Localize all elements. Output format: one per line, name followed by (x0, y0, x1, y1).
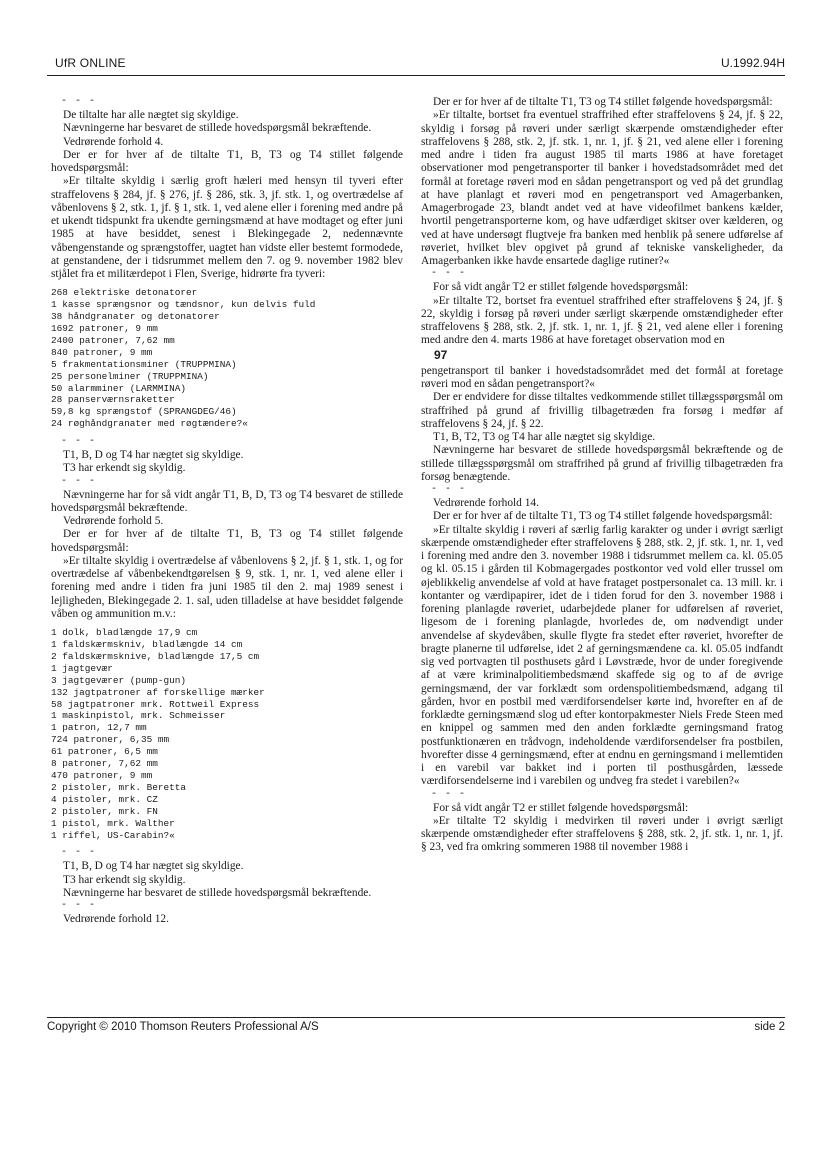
list-item: 2 faldskærmsknive, bladlængde 17,5 cm (51, 650, 260, 662)
list-item: 1 faldskærmskniv, bladlængde 14 cm (51, 639, 243, 651)
list-item: 2400 patroner, 7,62 mm (51, 334, 175, 346)
list-item: 724 patroner, 6,35 mm (51, 734, 170, 746)
list-item: 25 personelminer (TRUPPMINA) (51, 370, 209, 382)
list-item: 268 elektriske detonatorer (51, 287, 198, 299)
item-list-stolen (51, 287, 403, 430)
paragraph: For så vidt angår T2 er stillet følgende hovedspørgsmål: (433, 801, 689, 814)
paragraph: Nævningerne har for så vidt angår T1, B, D, T3 og T4 besvaret de stillede hovedspørgsmål bekræftende. (51, 488, 403, 514)
page-header (47, 56, 785, 72)
separator: - - - (61, 900, 97, 912)
list-item: 59,8 kg sprængstof (SPRANGDEG/46) (51, 406, 237, 418)
paragraph: Nævningerne har besvaret de stillede hovedspørgsmål bekræftende. (63, 886, 372, 899)
separator: - - - (61, 436, 97, 448)
list-item: 1 riffel, US-Carabin?« (51, 829, 175, 841)
list-item: 1 pistol, mrk. Walther (51, 817, 175, 829)
paragraph: T1, B, D og T4 har nægtet sig skyldige. (63, 860, 244, 873)
list-item: 2 pistoler, mrk. FN (51, 805, 158, 817)
list-item: 132 jagtpatroner af forskellige mærker (51, 686, 265, 698)
paragraph: T1, B, D og T4 har nægtet sig skyldige. (63, 449, 244, 462)
left-column (51, 96, 403, 926)
list-item: 1 kasse sprængsnor og tændsnor, kun delvis fuld (51, 299, 316, 311)
paragraph: T3 har erkendt sig skyldig. (63, 873, 186, 886)
list-item: 28 panserværnsraketter (51, 394, 175, 406)
list-item: 470 patroner, 9 mm (51, 770, 153, 781)
page-number-marker: 97 (434, 347, 448, 362)
paragraph: Der er for hver af de tiltalte T1, T3 og T4 stillet følgende hovedspørgsmål: (433, 96, 773, 108)
paragraph: Der er for hver af de tiltalte T1, B, T3 og T4 stillet følgende hovedspørgsmål: (51, 528, 403, 554)
list-item: 8 patroner, 7,62 mm (51, 758, 158, 770)
page-indicator: side 2 (754, 1021, 785, 1033)
question-text: »Er tiltalte T2 skyldig i medvirken til røveri under i øvrigt særligt skærpende omstændigheder efter straffelovens § 288, stk. 2, jf. stk. 1, nr. 1, jf. § 23, ved fra omkring sommeren 1988 til november 1988 i (421, 814, 783, 854)
list-item: 61 patroner, 6,5 mm (51, 746, 158, 758)
question-text: pengetransport til banker i hovedstadsområdet med det formål at foretage røveri mod en sådan pengetransport?« (421, 364, 783, 390)
question-text: »Er tiltalte T2, bortset fra eventuel straffrihed efter straffelovens § 24, jf. § 22, skyldig i forsøg på røveri under særligt skærpende omstændigheder efter straffelovens § 288, stk. 2, jf. stk. 1, nr. 1, jf. § 21, ved alene eller i forening med andre den 4. marts 1986 at have foretaget observation mod en (421, 294, 783, 347)
paragraph: Der er endvidere for disse tiltaltes vedkommende stillet tillægsspørgsmål om straffrihed på grund af frivillig tilbagetræden fra forsøg i medfør af straffelovens § 24, jf. § 22. (421, 391, 783, 430)
paragraph: T1, B, T2, T3 og T4 har alle nægtet sig skyldige. (433, 431, 656, 443)
footer-divider (47, 1017, 785, 1018)
paragraph: Der er for hver af de tiltalte T1, B, T3 og T4 stillet følgende hovedspørgsmål: (51, 148, 403, 174)
list-item: 1 maskinpistol, mrk. Schmeisser (51, 710, 226, 722)
separator: - - - (431, 268, 467, 280)
paragraph: De tiltalte har alle nægtet sig skyldige. (63, 109, 239, 121)
paragraph: Der er for hver af de tiltalte T1, T3 og T4 stillet følgende hovedspørgsmål: (433, 510, 773, 523)
list-item: 1 dolk, bladlængde 17,9 cm (51, 627, 198, 639)
list-item: 1 jagtgevær (51, 662, 113, 674)
section-heading: Vedrørende forhold 5. (63, 515, 164, 528)
document-reference: U.1992.94H (720, 56, 785, 70)
list-item: 840 patroner, 9 mm (51, 346, 153, 358)
section-heading: Vedrørende forhold 14. (433, 497, 539, 509)
separator: - - - (61, 847, 97, 859)
list-item: 2 pistoler, mrk. Beretta (51, 781, 187, 793)
paragraph: T3 har erkendt sig skyldig. (63, 462, 186, 475)
question-text: »Er tiltalte skyldig i røveri af særlig farlig karakter og under i øvrigt særligt skærpende omstændigheder efter straffelovens § 288, stk. 2, jf. stk. 1, nr. 1, ved i forening med andre den 3. november 1988 i tidsrummet mellem ca. kl. 05.05 og kl. 05.15 i gården til Kobmagergades postkontor ved vold eller trussel om øjeblikkelig anvendelse af vold at have frataget postpersonalet ca. 13 mill. kr. i kontanter og værdipapirer, idet de i tiden forud for den 3. november 1988 i forening planlagde røveriet, udarbejdede planer for udførelsen af røveriet, ligesom de i forening planlagde, hvorledes de, om nødvendigt under anvendelse af skydevåben, skulle flygte fra stedet efter røveriet, hvorefter de bragte planerne til udførelse, idet 2 af gerningsmændene ca. kl. 05.05 indfandt sig ved portvagten til posthusets gård i Løvstræde, hvor de under foregivende af at være kriminalpolitiembedsmænd skaffede sig og to af de øvrige gerningsmænd, der var forklædt som ordenspolitiembedsmænd, adgang til gården, hvor en postbil med værdiforsendelser kørte ind, hvorefter en af de forklædte gerningsmænd slog ud efter kontorpakmester Niels Frede Steen med en knippel og sammen med den anden forklædte gerningsmand fratog postfunktionæren en trådvogn, indeholdende værdiforsendelser fra postbilen, hvorefter disse 4 gerningsmænd, efter at endnu en gerningsmand i mellemtiden i en varebil var bakket ind i porten til posthusgården, læssede værdiforsendelserne ind i varebilen og undveg fra stedet i varebilen?« (421, 523, 784, 788)
list-item: 58 jagtpatroner mrk. Rottweil Express (51, 698, 260, 710)
header-divider (47, 75, 785, 76)
brand-title: UfR ONLINE (55, 56, 126, 70)
section-heading: Vedrørende forhold 4. (63, 135, 164, 148)
item-list-weapons (51, 627, 403, 841)
separator: - - - (431, 484, 467, 495)
list-item: 38 håndgranater og detonatorer (51, 311, 220, 323)
separator: - - - (61, 475, 97, 487)
paragraph: For så vidt angår T2 er stillet følgende hovedspørgsmål: (433, 281, 689, 294)
list-item: 50 alarmminer (LARMMINA) (51, 382, 187, 394)
question-text: »Er tiltalte skyldig i særlig groft hæleri med hensyn til tyveri efter straffelovens § 284, jf. § 276, jf. § 286, stk. 3, jf. stk. 1, og overtrædelse af våbenlovens § 2, stk. 1, jf. § 1, stk. 1, ved alene eller i forening med andre på et ukendt tidspunkt fra ukendte gerningsmænd at have modtaget og efter juni 1985 at have besiddet, senest i Blekingegade 2, nedennævnte våbengenstande og sprængstoffer, uagtet han vidste eller bestemt formodede, at genstandene, der i tidsrummet mellem den 7. og 9. november 1982 blev stjålet fra et militærdepot i Flen, Sverige, hidrørte fra tyveri: (51, 175, 403, 280)
separator: - - - (431, 788, 467, 800)
copyright-notice: Copyright © 2010 Thomson Reuters Professional A/S (47, 1021, 319, 1033)
paragraph: Nævningerne har besvaret de stillede hovedspørgsmål bekræftende og de stillede tillægsspørgsmål om straffrihed på grund af frivillig tilbagetræden fra forsøg benægtende. (421, 444, 783, 483)
question-text: »Er tiltalte, bortset fra eventuel straffrihed efter straffelovens § 24, jf. § 22, skyldig i forsøg på røveri under særligt skærpende omstændigheder efter straffelovens § 288, stk. 2, jf. stk. 1, nr. 1, jf. § 21, ved alene eller i forening med andre i tiden fra august 1985 til marts 1986 at have foretaget observationer mod pengetransporter til banker i hovedstadsområdet med det formål at foretage røveri mod en sådan pengetransport og ved på det grundlag at have planlagt et røveri mod en pengetransport ved Amagerbanken, Amagerbrogade 23, blandt andet ved at have videofilmet bankens kælder, hvortil pengetransporterne kom, og have udfærdiget skitser over kælderen, og ved at have undersøgt flugtveje fra banken med henblik på senere udførelse af røveriet, hvilket blev opgivet på grund af tekniske vanskeligheder, da Amagerbanken ikke havde ensartede daglige rutiner?« (421, 109, 783, 267)
section-heading: Vedrørende forhold 12. (63, 913, 169, 926)
separator: - - - (61, 96, 97, 107)
question-text: »Er tiltalte skyldig i overtrædelse af våbenlovens § 2, jf. § 1, stk. 1, og for overtrædelse af våbenbekendtgørelsen § 9, stk. 1, nr. 1, ved alene eller i forening med andre i tiden fra juni 1985 til den 2. maj 1989 senest i lejligheden, Blekingegade 2. 1. sal, uden tilladelse at have besiddet følgende våben og ammunition m.v.: (51, 554, 403, 620)
list-item: 3 jagtgeværer (pump-gun) (51, 674, 187, 686)
list-item: 1692 patroner, 9 mm (51, 322, 158, 334)
list-item: 5 frakmentationsminer (TRUPPMINA) (51, 358, 237, 370)
list-item: 1 patron, 12,7 mm (51, 722, 147, 734)
list-item: 24 røghåndgranater med røgtændere?« (51, 418, 248, 430)
paragraph: Nævningerne har besvaret de stillede hovedspørgsmål bekræftende. (63, 122, 372, 135)
right-column (421, 96, 783, 855)
list-item: 4 pistoler, mrk. CZ (51, 793, 158, 805)
